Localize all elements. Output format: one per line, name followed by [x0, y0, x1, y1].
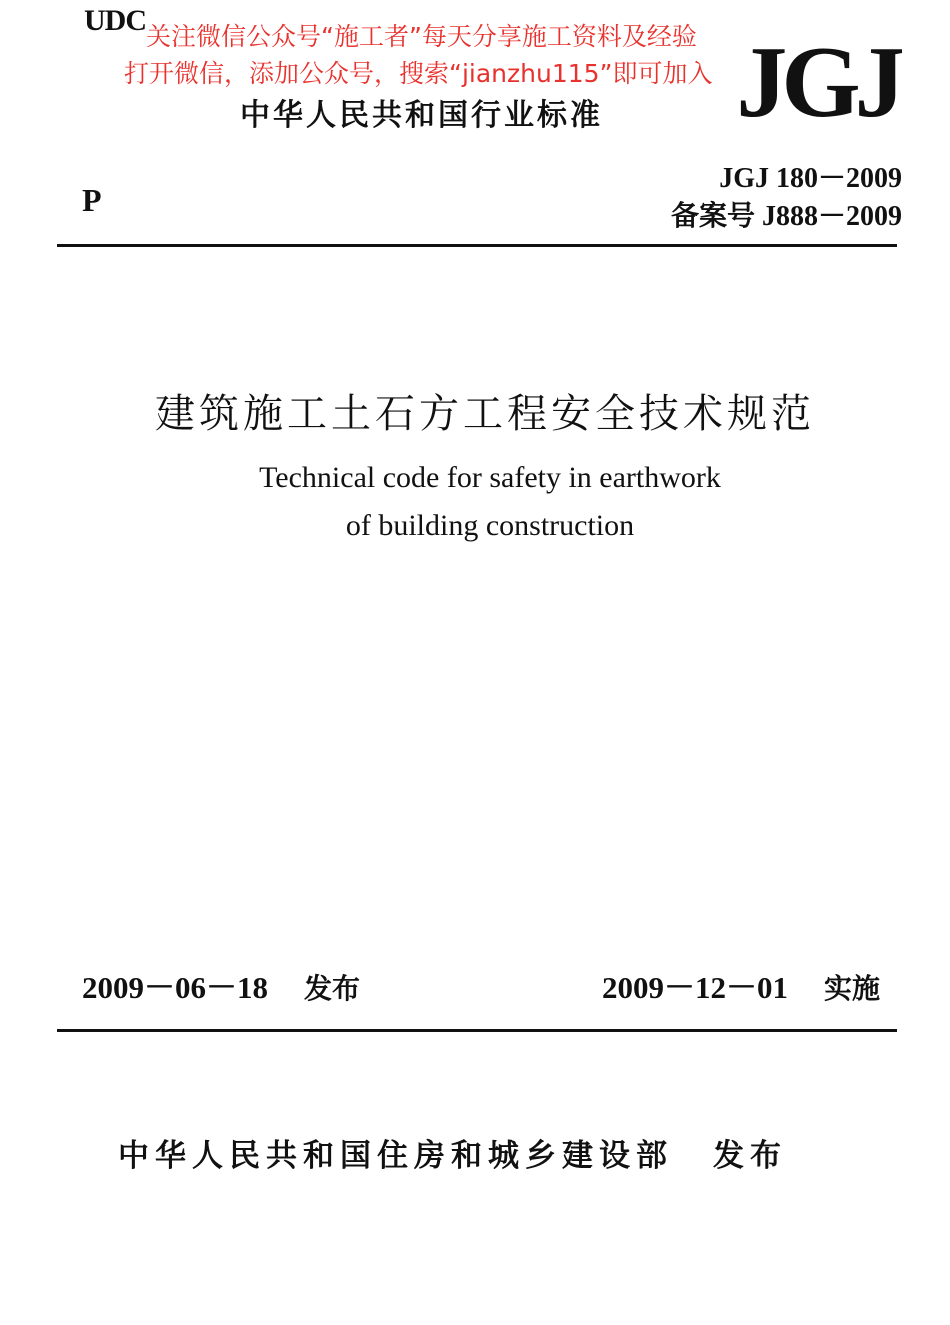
watermark-line-2: 打开微信，添加公众号，搜索“jianzhu115”即可加入: [124, 59, 713, 88]
standard-type: 中华人民共和国行业标准: [240, 98, 603, 133]
publisher-suffix: 发布: [713, 1138, 787, 1174]
implement-date: 2009－12－01: [602, 970, 788, 1005]
issue-date-block: [82, 962, 360, 1007]
standard-code-number: JGJ 180－2009: [719, 163, 902, 194]
document-title-chinese: 建筑施工土石方工程安全技术规范: [155, 391, 815, 437]
issue-date: 2009－06－18: [82, 970, 268, 1005]
classification-code: P: [82, 182, 102, 218]
implement-label: 实施: [824, 972, 881, 1005]
document-title-english-line-1: Technical code for safety in earthwork: [259, 461, 721, 494]
record-number: 备案号 J888－2009: [670, 201, 902, 232]
header-divider: [57, 244, 897, 247]
watermark-line-1: 关注微信公众号“施工者”每天分享施工资料及经验: [146, 22, 697, 51]
jgj-logo: [734, 30, 902, 125]
udc-label: UDC: [84, 4, 146, 37]
publisher-block: [118, 1130, 787, 1175]
issue-label: 发布: [304, 972, 361, 1005]
footer-divider: [57, 1029, 897, 1032]
logo-text: JGJ: [736, 30, 900, 125]
document-title-english-line-2: of building construction: [345, 509, 635, 542]
publisher-name: 中华人民共和国住房和城乡建设部: [118, 1138, 673, 1174]
implement-date-block: [602, 962, 880, 1007]
